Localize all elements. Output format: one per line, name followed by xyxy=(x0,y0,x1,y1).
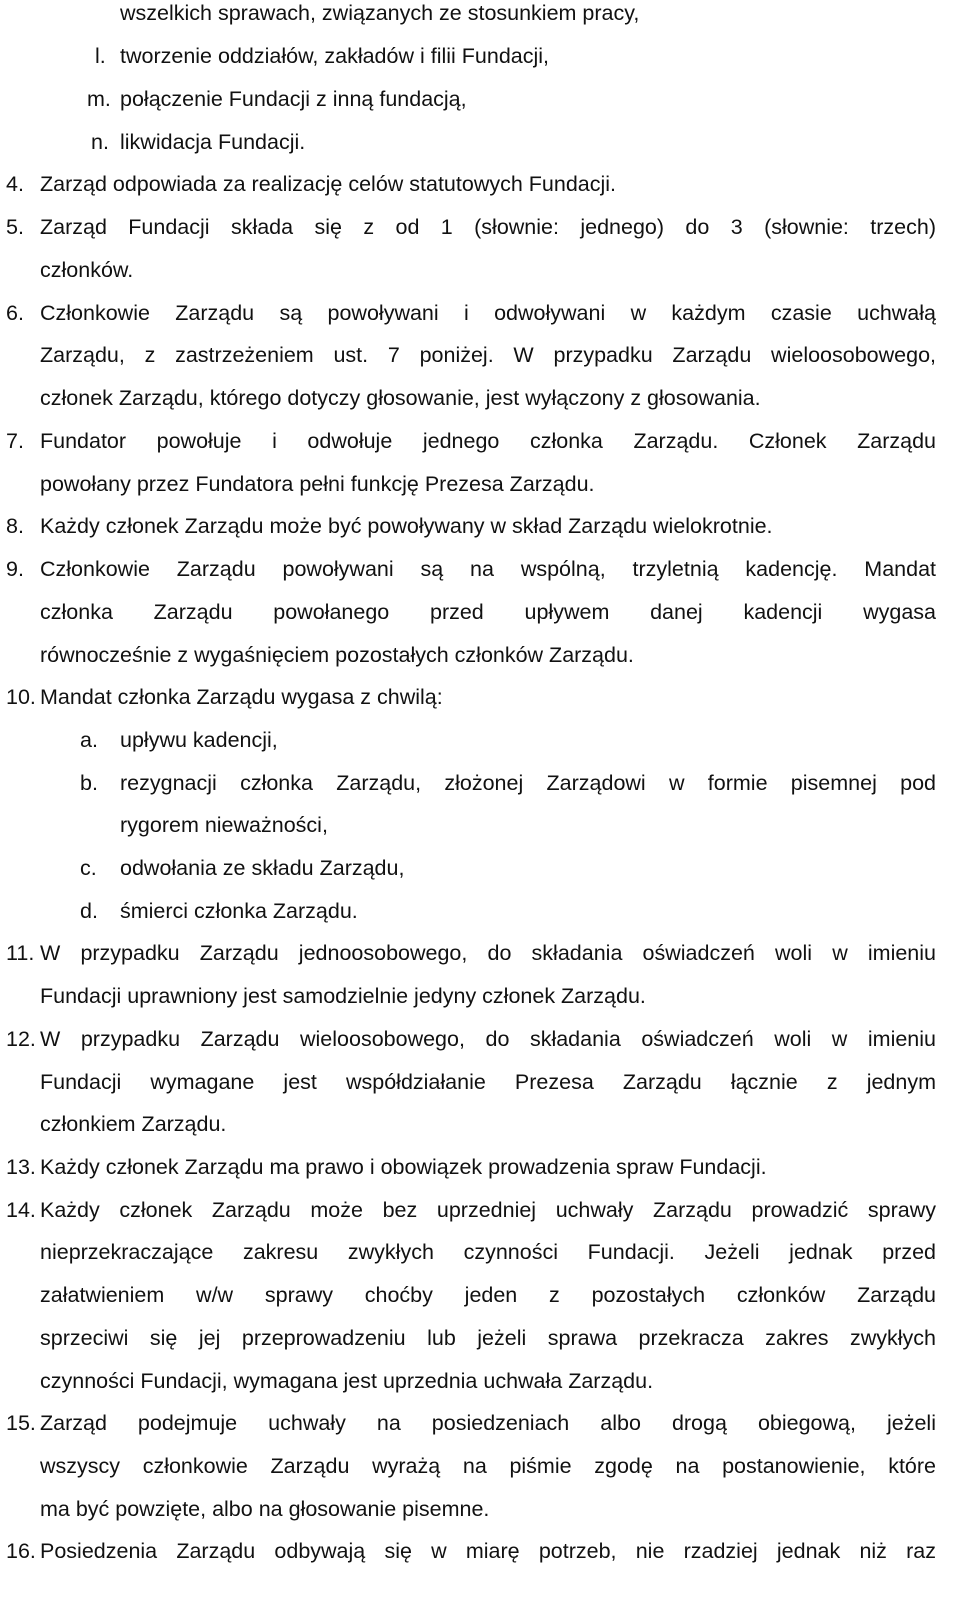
item-number: 6. xyxy=(6,301,24,325)
list-item-text: śmierci członka Zarządu. xyxy=(120,899,358,923)
item-text: czynności Fundacji, wymagana jest uprzednia uchwała Zarządu. xyxy=(40,1369,654,1393)
item-number: 13. xyxy=(6,1155,36,1179)
item-text: Fundacji uprawniony jest samodzielnie jedyny członek Zarządu. xyxy=(40,984,646,1008)
item-text: wszyscy członkowie Zarządu wyrażą na piśmie zgodę na postanowienie, które xyxy=(40,1454,936,1478)
list-item-text: połączenie Fundacji z inną fundacją, xyxy=(120,87,467,111)
item-text: W przypadku Zarządu jednoosobowego, do składania oświadczeń woli w imieniu xyxy=(40,941,936,965)
item-number: 11. xyxy=(6,941,35,965)
list-marker: n. xyxy=(91,130,109,154)
list-item-text: likwidacja Fundacji. xyxy=(120,130,306,154)
item-text: ma być powzięte, albo na głosowanie pisemne. xyxy=(40,1497,490,1521)
list-item-text: upływu kadencji, xyxy=(120,728,278,752)
item-number: 8. xyxy=(6,514,24,538)
item-text: sprzeciwi się jej przeprowadzeniu lub jeżeli sprawa przekracza zakres zwykłych xyxy=(40,1326,936,1350)
item-text: Członkowie Zarządu są powoływani i odwoływani w każdym czasie uchwałą xyxy=(40,301,936,325)
item-text: Każdy członek Zarządu ma prawo i obowiązek prowadzenia spraw Fundacji. xyxy=(40,1155,767,1179)
item-number: 9. xyxy=(6,557,24,581)
list-item-text: odwołania ze składu Zarządu, xyxy=(120,856,405,880)
item-number: 12. xyxy=(6,1027,36,1051)
list-item-text: rygorem nieważności, xyxy=(120,813,328,837)
item-text: nieprzekraczające zakresu zwykłych czynności Fundacji. Jeżeli jednak przed xyxy=(40,1240,936,1264)
item-number: 5. xyxy=(6,215,24,239)
item-text: członek Zarządu, którego dotyczy głosowanie, jest wyłączony z głosowania. xyxy=(40,386,761,410)
item-text: członków. xyxy=(40,258,134,282)
item-number: 16. xyxy=(6,1539,36,1563)
item-text: W przypadku Zarządu wieloosobowego, do składania oświadczeń woli w imieniu xyxy=(40,1027,936,1051)
list-marker: b. xyxy=(80,771,98,795)
item-text: Posiedzenia Zarządu odbywają się w miarę potrzeb, nie rzadziej jednak niż raz xyxy=(40,1539,936,1563)
item-number: 10. xyxy=(6,685,36,709)
item-text: Zarządu, z zastrzeżeniem ust. 7 poniżej. W przypadku Zarządu wieloosobowego, xyxy=(40,343,936,367)
continuation-line: wszelkich sprawach, związanych ze stosunkiem pracy, xyxy=(120,1,640,25)
list-marker: m. xyxy=(87,87,111,111)
list-marker: a. xyxy=(80,728,98,752)
item-text: Zarząd Fundacji składa się z od 1 (słownie: jednego) do 3 (słownie: trzech) xyxy=(40,215,936,239)
item-text: powołany przez Fundatora pełni funkcję Prezesa Zarządu. xyxy=(40,472,595,496)
item-number: 4. xyxy=(6,172,24,196)
item-text: Każdy członek Zarządu może być powoływany w skład Zarządu wielokrotnie. xyxy=(40,514,773,538)
list-item-text: tworzenie oddziałów, zakładów i filii Fundacji, xyxy=(120,44,550,68)
list-marker: l. xyxy=(95,44,106,68)
list-item-text: rezygnacji członka Zarządu, złożonej Zarządowi w formie pisemnej pod xyxy=(120,771,936,795)
item-text: członka Zarządu powołanego przed upływem danej kadencji wygasa xyxy=(40,600,936,624)
item-number: 7. xyxy=(6,429,24,453)
item-text: załatwieniem w/w sprawy choćby jeden z pozostałych członków Zarządu xyxy=(40,1283,936,1307)
item-number: 14. xyxy=(6,1198,36,1222)
item-number: 15. xyxy=(6,1411,36,1435)
item-text: Członkowie Zarządu powoływani są na wspólną, trzyletnią kadencję. Mandat xyxy=(40,557,936,581)
item-text: Mandat członka Zarządu wygasa z chwilą: xyxy=(40,685,443,709)
item-text: Zarząd odpowiada za realizację celów statutowych Fundacji. xyxy=(40,172,617,196)
item-text: Każdy członek Zarządu może bez uprzedniej uchwały Zarządu prowadzić sprawy xyxy=(40,1198,936,1222)
item-text: Fundator powołuje i odwołuje jednego członka Zarządu. Członek Zarządu xyxy=(40,429,936,453)
item-text: równocześnie z wygaśnięciem pozostałych członków Zarządu. xyxy=(40,643,634,667)
item-text: Zarząd podejmuje uchwały na posiedzeniach albo drogą obiegową, jeżeli xyxy=(40,1411,936,1435)
list-marker: d. xyxy=(80,899,98,923)
item-text: członkiem Zarządu. xyxy=(40,1112,227,1136)
list-marker: c. xyxy=(80,856,97,880)
item-text: Fundacji wymagane jest współdziałanie Prezesa Zarządu łącznie z jednym xyxy=(40,1070,936,1094)
